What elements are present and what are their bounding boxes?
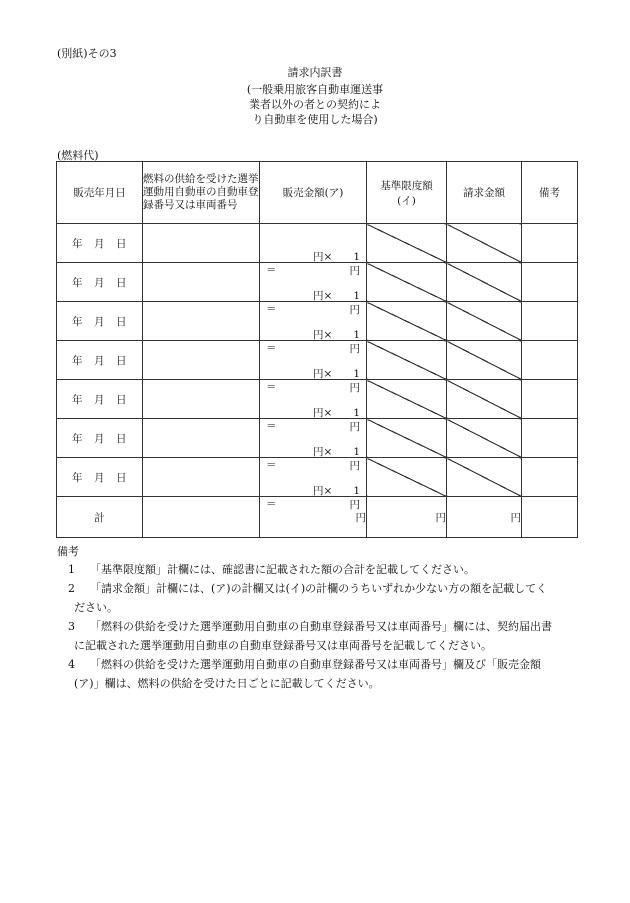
unit-price-label: 円× 1 — [313, 446, 360, 458]
note-text: 「燃料の供給を受けた選挙運動用自動車の自動車登録番号又は車両番号」欄及び「販売金額 — [90, 658, 541, 671]
document-subtitle-line2: 業者以外の者との契約によ — [249, 98, 381, 111]
limit-amount-cell-crossed — [367, 302, 447, 341]
note-number: 3 — [68, 620, 75, 633]
limit-amount-cell-crossed — [367, 419, 447, 458]
total-remarks-cell[interactable] — [522, 497, 578, 538]
limit-amount-cell-crossed — [367, 380, 447, 419]
header-limit-amount — [367, 162, 447, 224]
header-sale-date: 販売年月日 — [57, 162, 143, 224]
yen-unit: 円 — [349, 499, 360, 511]
remarks-cell[interactable] — [522, 458, 578, 497]
table-row — [57, 458, 578, 497]
unit-price-label: 円× 1 — [313, 407, 360, 419]
header-claim-amount: 請求金額 — [447, 162, 522, 224]
sale-date-cell[interactable]: 年 月 日 — [57, 458, 143, 497]
vehicle-number-cell[interactable] — [143, 458, 260, 497]
total-label: 計 — [57, 497, 143, 538]
remarks-cell[interactable] — [522, 302, 578, 341]
total-sales-amount-cell[interactable] — [260, 497, 367, 538]
table-row — [57, 419, 578, 458]
remarks-cell[interactable] — [522, 263, 578, 302]
unit-price-label: 円× 1 — [313, 251, 360, 263]
table-row — [57, 224, 578, 263]
vehicle-number-cell[interactable] — [143, 419, 260, 458]
document-subtitle-line1: (一般乗用旅客自動車運送事 — [246, 83, 384, 96]
claim-amount-cell-crossed — [447, 380, 522, 419]
claim-amount-cell-crossed — [447, 458, 522, 497]
yen-unit: 円 — [349, 304, 360, 316]
yen-unit: 円 — [349, 265, 360, 277]
note-item — [68, 560, 573, 579]
form-label: (別紙)その3 — [57, 47, 117, 60]
note-text-continued: (ア)」欄は、燃料の供給を受けた日ごとに記載してください。 — [74, 677, 380, 690]
note-text: 「請求金額」計欄には、(ア)の計欄又は(イ)の計欄のうちいずれか少ない方の額を記載してく — [90, 582, 548, 595]
yen-unit: 円 — [355, 511, 366, 524]
note-item — [68, 617, 573, 655]
sale-date-cell[interactable]: 年 月 日 — [57, 263, 143, 302]
sales-amount-cell[interactable] — [260, 419, 367, 472]
vehicle-number-cell[interactable] — [143, 341, 260, 380]
vehicle-number-cell[interactable] — [143, 224, 260, 263]
unit-price-label: 円× 1 — [313, 329, 360, 341]
unit-price-label: 円× 1 — [313, 485, 360, 497]
equals-sign: ＝ — [266, 303, 277, 315]
sales-amount-cell[interactable] — [260, 458, 367, 511]
notes-heading: 備考 — [57, 545, 79, 558]
header-limit-amount-label: 基準限度額 — [380, 179, 433, 192]
table-row — [57, 380, 578, 419]
claim-amount-cell-crossed — [447, 341, 522, 380]
total-vehicle-cell — [143, 497, 260, 538]
sales-amount-cell[interactable] — [260, 263, 367, 316]
unit-price-label: 円× 1 — [313, 290, 360, 302]
unit-price-label: 円× 1 — [313, 368, 360, 380]
yen-unit: 円 — [349, 343, 360, 355]
header-remarks: 備考 — [522, 162, 578, 224]
remarks-cell[interactable] — [522, 224, 578, 263]
yen-unit: 円 — [349, 460, 360, 472]
equals-sign: ＝ — [266, 420, 277, 432]
yen-unit: 円 — [349, 421, 360, 433]
sale-date-cell[interactable]: 年 月 日 — [57, 224, 143, 263]
limit-amount-cell-crossed — [367, 341, 447, 380]
equals-sign: ＝ — [266, 498, 277, 510]
header-limit-amount-sub: (イ) — [397, 194, 416, 207]
note-item — [68, 655, 573, 693]
limit-amount-cell-crossed — [367, 263, 447, 302]
note-text-continued: ださい。 — [74, 601, 118, 614]
yen-unit: 円 — [349, 382, 360, 394]
total-row — [57, 497, 578, 538]
equals-sign: ＝ — [266, 459, 277, 471]
limit-amount-cell-crossed — [367, 458, 447, 497]
table-row — [57, 341, 578, 380]
sales-amount-cell[interactable] — [260, 302, 367, 355]
note-number: 2 — [68, 582, 75, 595]
table-row — [57, 263, 578, 302]
claim-amount-cell-crossed — [447, 419, 522, 458]
remarks-cell[interactable] — [522, 341, 578, 380]
claim-amount-cell-crossed — [447, 263, 522, 302]
sales-amount-cell[interactable] — [260, 224, 367, 277]
header-vehicle-number: 燃料の供給を受けた選挙運動用自動車の自動車登録番号又は車両番号 — [143, 162, 260, 224]
remarks-cell[interactable] — [522, 419, 578, 458]
limit-amount-cell-crossed — [367, 224, 447, 263]
note-number: 4 — [68, 658, 75, 671]
document-title: 請求内訳書 — [287, 66, 343, 79]
claim-amount-cell-crossed — [447, 224, 522, 263]
document-subtitle-line3: り自動車を使用した場合) — [252, 113, 378, 126]
sales-amount-cell[interactable] — [260, 380, 367, 433]
total-limit-amount-cell[interactable] — [367, 497, 447, 538]
claim-amount-cell-crossed — [447, 302, 522, 341]
note-text: 「燃料の供給を受けた選挙運動用自動車の自動車登録番号又は車両番号」欄には、契約届出書 — [90, 620, 552, 633]
sale-date-cell[interactable]: 年 月 日 — [57, 419, 143, 458]
note-item — [68, 579, 573, 617]
table-header-row — [57, 162, 578, 224]
total-claim-amount-cell[interactable] — [447, 497, 522, 538]
note-text: 「基準限度額」計欄には、確認書に記載された額の合計を記載してください。 — [90, 563, 475, 576]
yen-unit: 円 — [435, 511, 446, 524]
sale-date-cell[interactable]: 年 月 日 — [57, 341, 143, 380]
vehicle-number-cell[interactable] — [143, 263, 260, 302]
remarks-cell[interactable] — [522, 380, 578, 419]
table-row — [57, 302, 578, 341]
header-sales-amount: 販売金額(ア) — [260, 162, 367, 224]
sale-date-cell[interactable]: 年 月 日 — [57, 380, 143, 419]
equals-sign: ＝ — [266, 381, 277, 393]
sales-amount-cell[interactable] — [260, 341, 367, 394]
equals-sign: ＝ — [266, 264, 277, 276]
equals-sign: ＝ — [266, 342, 277, 354]
yen-unit: 円 — [510, 511, 521, 524]
note-text-continued: に記載された選挙運動用自動車の自動車登録番号又は車両番号を記載してください。 — [74, 639, 492, 652]
note-number: 1 — [68, 563, 75, 576]
itemized-claim-table — [56, 161, 578, 538]
section-label: (燃料代) — [57, 149, 99, 162]
vehicle-number-cell[interactable] — [143, 380, 260, 419]
vehicle-number-cell[interactable] — [143, 302, 260, 341]
sale-date-cell[interactable]: 年 月 日 — [57, 302, 143, 341]
